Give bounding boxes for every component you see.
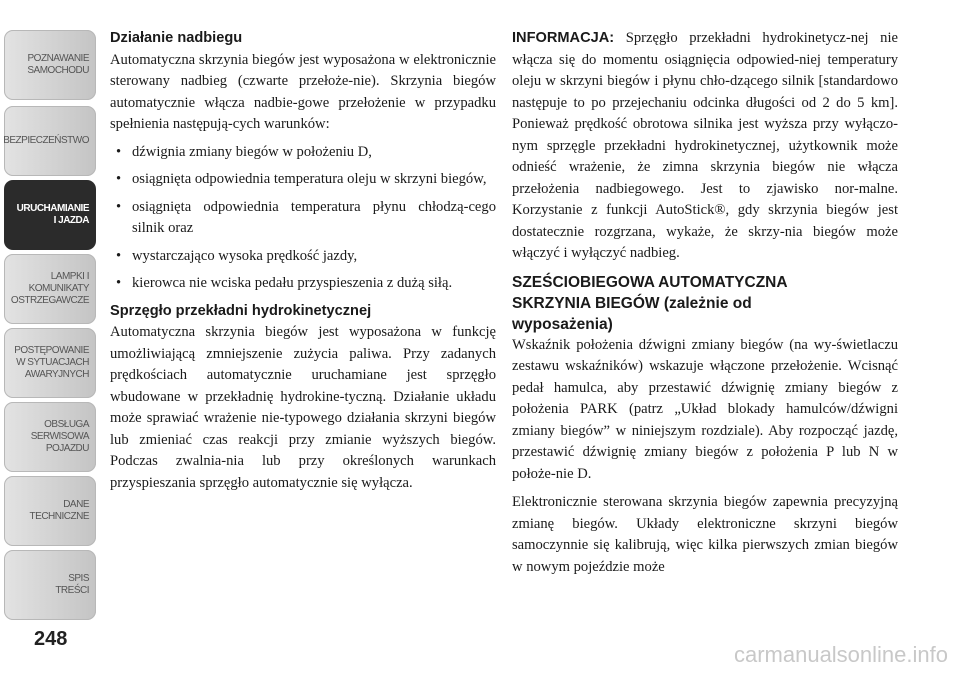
- info-note: [512, 28, 898, 265]
- heading-line: SKRZYNIA BIEGÓW (zależnie od: [512, 294, 752, 312]
- overdrive-conditions-list: [110, 142, 496, 295]
- tab-obsluga-serwisowa[interactable]: OBSŁUGA SERWISOWA POJAZDU: [4, 402, 96, 472]
- list-item: • osiągnięta odpowiednia temperatura oleju w skrzyni biegów,: [110, 169, 496, 191]
- paragraph-electronic-transmission: Elektronicznie sterowana skrzynia biegów zapewnia precyzyjną zmianę biegów. Układy elektroniczne skrzyni biegów samoczynnie się kalibrują, więc kilka pierwszych zmian biegów w nowym pojeździe może: [512, 494, 898, 575]
- tab-uruchamianie-i-jazda[interactable]: URUCHAMIANIE I JAZDA: [4, 180, 96, 250]
- list-item: • osiągnięta odpowiednia temperatura płynu chłodzą-cego silnik oraz: [110, 197, 496, 240]
- info-text: Sprzęgło przekładni hydrokinetycz-nej nie włącza się do momentu osiągnięcia odpowied-niej temperatury oleju w skrzyni biegów i płynu chło-dzącego silnik [standardowo następuje to po przejechaniu odcinka długości od 2 do 5 km]. Ponieważ prędkość obrotowa silnika jest wyższa przy wyłączo-nym sprzęgle przekładni hydrokinetycznej, użytkownik może odnieść wrażenie, że zimna skrzynia biegów nie włącza przełożenia nadbiegowego. Jest to zjawisko nor-malne. Korzystanie z funkcji AutoStick®, gdy skrzynia biegów jest dostatecznie rozgrzana, wykaże, że skrzy-nia biegów może włączyć i wyłączyć nadbieg.: [512, 30, 898, 261]
- right-column: [512, 28, 898, 578]
- list-item: • dźwignia zmiany biegów w położeniu D,: [110, 142, 496, 164]
- chapter-sidebar: [0, 0, 100, 678]
- heading-overdrive: Działanie nadbiegu: [110, 30, 243, 46]
- tab-poznawanie-samochodu[interactable]: POZNAWANIE SAMOCHODU: [4, 30, 96, 100]
- tab-dane-techniczne[interactable]: DANE TECHNICZNE: [4, 476, 96, 546]
- info-label: INFORMACJA:: [512, 30, 615, 46]
- heading-line: wyposażenia): [512, 315, 613, 333]
- paragraph-gear-indicator: Wskaźnik położenia dźwigni zmiany biegów (na wy-świetlaczu zestawu wskaźników) wskazuje włączone przełożenie. Wcisnąć pedał hamulca, aby przestawić dźwignię zmiany biegów z położenia PARK (patrz „Układ blokady hamulców/dźwigni zmiany biegów” w niniejszym rozdziale). Aby rozpocząć jazdę, przestawić dźwignię zmiany biegów z położenia P lub N w położe-nie D.: [512, 336, 898, 482]
- list-item: • kierowca nie wciska pedału przyspieszenia z dużą siłą.: [110, 273, 496, 295]
- list-item: • wystarczająco wysoka prędkość jazdy,: [110, 246, 496, 268]
- tab-postepowanie-awaryjne[interactable]: POSTĘPOWANIE W SYTUACJACH AWARYJNYCH: [4, 328, 96, 398]
- heading-torque-converter-clutch: Sprzęgło przekładni hydrokinetycznej: [110, 302, 372, 319]
- heading-line: SZEŚCIOBIEGOWA AUTOMATYCZNA: [512, 273, 788, 291]
- left-column: [110, 28, 496, 494]
- paragraph-torque-converter: Automatyczna skrzynia biegów jest wyposażona w funkcję umożliwiającą zmniejszenie zużycia paliwa. Przy zadanych prędkościach automatycznie uruchamiane jest sprzęgło wbudowane w przekładnię hydrokine-tyczną. Działanie układu może sprawiać wrażenie nie-typowego działania skrzyni biegów lub zmieniać czas reakcji przy zmianie wyższych biegów. Podczas zwalnia-nia lub przy określonych warunkach przyspieszania sprzęgło automatycznie się wyłącza.: [110, 324, 496, 491]
- paragraph-overdrive-intro: Automatyczna skrzynia biegów jest wyposażona w elektronicznie sterowany nadbieg (czwarte przełoże-nie). Skrzynia biegów automatycznie włącza nadbie-gowe przełożenie w przypadku spełnienia następują-cych warunków:: [110, 51, 496, 132]
- watermark: carmanualsonline.info: [733, 642, 948, 667]
- heading-six-speed-transmission: [512, 272, 898, 335]
- tab-bezpieczenstwo[interactable]: BEZPIECZEŃSTWO: [4, 106, 96, 176]
- tab-lampki-i-komunikaty[interactable]: LAMPKI I KOMUNIKATY OSTRZEGAWCZE: [4, 254, 96, 324]
- page-number: 248: [34, 628, 68, 650]
- tab-spis-tresci[interactable]: SPIS TREŚCI: [4, 550, 96, 620]
